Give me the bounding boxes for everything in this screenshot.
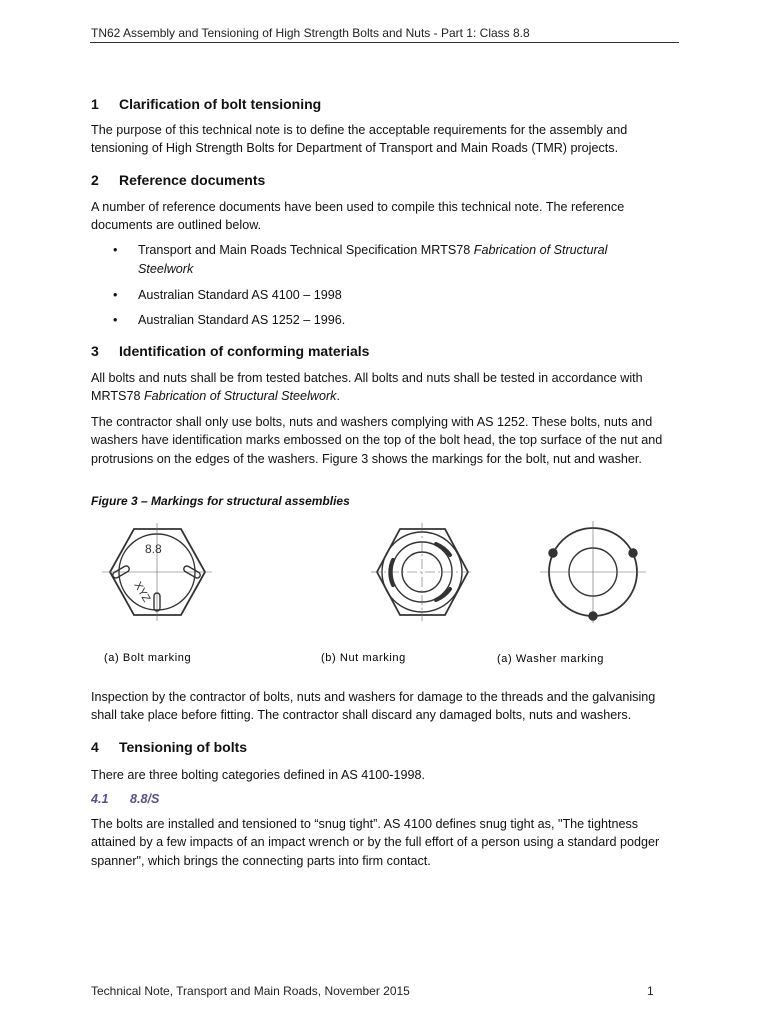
section-1-number: 1	[91, 96, 99, 112]
bullet-text: Transport and Main Roads Technical Specification MRTS78 Fabrication of Structural Steelwork	[138, 243, 608, 276]
subsection-4-1-title: 8.8/S	[130, 792, 160, 806]
section-3-heading	[91, 343, 369, 359]
subsection-4-1-heading	[91, 792, 159, 806]
bolt-marking-drawing	[102, 523, 212, 621]
section-3-number: 3	[91, 343, 99, 359]
section-4-title: Tensioning of bolts	[119, 739, 248, 755]
subsection-4-1-number: 4.1	[91, 792, 109, 806]
section-2-paragraph: A number of reference documents have been used to compile this technical note. The reference documents are outlined below.	[91, 200, 625, 233]
figure-caption: Figure 3 – Markings for structural assemblies	[91, 494, 350, 508]
footer-text: Technical Note, Transport and Main Roads, November 2015	[91, 984, 410, 998]
running-header: TN62 Assembly and Tensioning of High Strength Bolts and Nuts - Part 1: Class 8.8	[91, 26, 530, 40]
figure-3-markings	[88, 515, 688, 675]
section-3-paragraph-1: All bolts and nuts shall be from tested batches. All bolts and nuts shall be tested in accordance with MRTS78 Fabrication of Structural Steelwork.	[91, 371, 643, 404]
bolt-marking-label: (a) Bolt marking	[104, 652, 192, 664]
nut-marking-drawing	[371, 523, 474, 621]
bullet-dot: •	[113, 243, 118, 257]
section-4-heading	[91, 739, 247, 755]
section-1-heading	[91, 96, 321, 112]
bolt-maker-text: XYZ	[131, 579, 153, 605]
section-2-title: Reference documents	[119, 172, 266, 188]
section-2-number: 2	[91, 172, 99, 188]
section-3-title: Identification of conforming materials	[119, 343, 370, 359]
section-4-paragraph-2: The bolts are installed and tensioned to “snug tight”. AS 4100 defines snug tight as, "The tightness attained by a few impacts of an impact wrench or by the full effort of a person using a standard podger spanner", which brings the connecting parts into firm contact.	[91, 817, 660, 868]
section-1-title: Clarification of bolt tensioning	[119, 96, 322, 112]
section-3-paragraph-3: Inspection by the contractor of bolts, nuts and washers for damage to the threads and the galvanising shall take place before fitting. The contractor shall discard any damaged bolts, nuts and washers.	[91, 690, 656, 723]
page-number: 1	[647, 984, 654, 998]
bullet-text: Australian Standard AS 1252 – 1996.	[138, 313, 346, 327]
section-3-paragraph-2: The contractor shall only use bolts, nuts and washers complying with AS 1252. These bolts, nuts and washers have identification marks embossed on the top of the bolt head, the top surface of the nut and protrusions on the edges of the washers. Figure 3 shows the markings for the bolt, nut and washer.	[91, 415, 663, 466]
bullet-dot: •	[113, 313, 118, 327]
washer-marking-label: (a) Washer marking	[497, 653, 604, 665]
washer-marking-drawing	[540, 521, 646, 623]
header-rule	[90, 42, 679, 43]
section-4-number: 4	[91, 739, 99, 755]
bolt-grade-text: 8.8	[145, 542, 162, 556]
section-4-paragraph-1: There are three bolting categories defined in AS 4100-1998.	[91, 768, 425, 782]
section-2-heading	[91, 172, 265, 188]
nut-marking-label: (b) Nut marking	[321, 652, 406, 664]
bullet-dot: •	[113, 288, 118, 302]
section-1-paragraph: The purpose of this technical note is to define the acceptable requirements for the assembly and tensioning of High Strength Bolts for Department of Transport and Main Roads (TMR) projects.	[91, 123, 628, 156]
bullet-text: Australian Standard AS 4100 – 1998	[138, 288, 342, 302]
